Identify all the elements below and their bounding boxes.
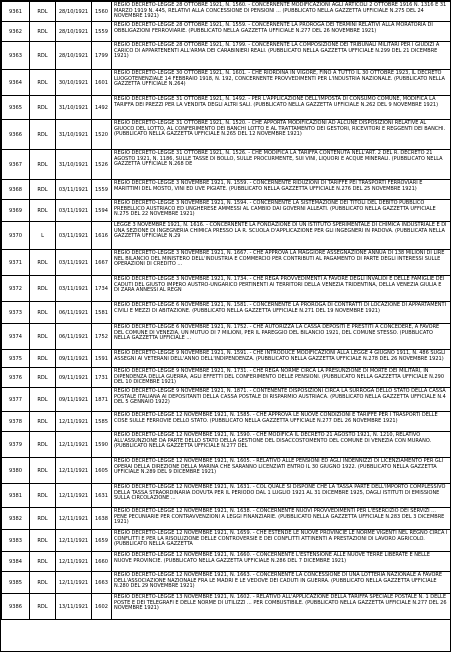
act-date: 06/11/1921 [56, 302, 92, 324]
row-number: 9374 [2, 324, 30, 350]
act-code: 1526 [92, 150, 112, 180]
act-type: RDL [30, 572, 56, 594]
act-description: REGIO DECRETO-LEGGE 9 NOVEMBRE 1921, N. 1591. - CHE INTRODUCE MODIFICAZIONI ALLA LEGGE 4 GIUGNO 1911, N. 486 SUGLI ASSEGNI AI VETERANI DELL'ANNO DELL'INDIPENDENZA. (PUBBLICATO NELLA GAZZETTA UFFICIALE N.278 DEL 26 NOVEMBRE 1921) [112, 350, 451, 368]
act-code: 1590 [92, 432, 112, 458]
table-row [2, 458, 451, 484]
table-row [2, 2, 451, 22]
table-row [2, 432, 451, 458]
table-row [2, 70, 451, 96]
act-type: RDL [30, 552, 56, 572]
act-code: 1492 [92, 96, 112, 120]
act-code: 1602 [92, 594, 112, 620]
act-code: 1605 [92, 458, 112, 484]
act-type: RDL [30, 302, 56, 324]
table-row [2, 302, 451, 324]
act-date: 03/11/1921 [56, 250, 92, 276]
act-description: REGIO DECRETO-LEGGE 28 OTTOBRE 1921, N. 1799. - CONCERNENTE LA COMPOSIZIONE DEI TRIBUNALI MILITARI PER I GIUDIZI A CARICO DI APPARTENENTI ALL'ARMA DEI CARABINIERI REALI. (PUBBLICATO NELLA GAZZETTA UFFICIALE N.299 DEL 21 DICEMBRE 1921) [112, 42, 451, 70]
act-code: 1871 [92, 388, 112, 412]
table-row [2, 22, 451, 42]
act-code: 1581 [92, 302, 112, 324]
act-code: 1594 [92, 200, 112, 222]
act-type: RDL [30, 150, 56, 180]
act-date: 12/11/1921 [56, 508, 92, 530]
act-type: RDL [30, 484, 56, 508]
act-code: 1559 [92, 22, 112, 42]
act-date: 28/10/1921 [56, 2, 92, 22]
row-number: 9379 [2, 432, 30, 458]
row-number: 9377 [2, 388, 30, 412]
act-type: RDL [30, 594, 56, 620]
act-type: RDL [30, 388, 56, 412]
row-number: 9375 [2, 350, 30, 368]
act-code: 1667 [92, 250, 112, 276]
decree-table-body [2, 2, 451, 620]
act-type: RDL [30, 324, 56, 350]
row-number: 9361 [2, 2, 30, 22]
act-type: L [30, 222, 56, 250]
row-number: 9372 [2, 276, 30, 302]
act-description: REGIO DECRETO-LEGGE 28 OTTOBRE 1921, N. 1560. - CONCERNENTE MODIFICAZIONI AGLI ARTICOLI 2 OTTOBRE 1916 N. 1316 E 31 MARZO 1919 N. 445, RELATIVI ALLA CONCESSIONE DI PENSIONI ... (PUBBLICATO NELLA GAZZETTA UFFICIALE N.275 DEL 24 NOVEMBRE 1921) [112, 2, 451, 22]
table-row [2, 594, 451, 620]
table-row [2, 276, 451, 302]
act-code: 1616 [92, 222, 112, 250]
row-number: 9365 [2, 96, 30, 120]
row-number: 9373 [2, 302, 30, 324]
act-date: 12/11/1921 [56, 484, 92, 508]
act-date: 06/11/1921 [56, 324, 92, 350]
act-code: 1752 [92, 324, 112, 350]
row-number: 9383 [2, 530, 30, 552]
act-date: 12/11/1921 [56, 458, 92, 484]
act-code: 1659 [92, 530, 112, 552]
act-code: 1520 [92, 120, 112, 150]
act-description: REGIO DECRETO-LEGGE 28 OTTOBRE 1921, N. 1559. - CONCERNENTE LA PROROGA DEI TERMINI RELATIVI ALLA MORATORIA DI OBBLIGAZIONI FERROVIARIE. (PUBBLICATO NELLA GAZZETTA UFFICIALE N.277 DEL 26 NOVEMBRE 1921) [112, 22, 451, 42]
act-date: 12/11/1921 [56, 572, 92, 594]
act-code: 1660 [92, 552, 112, 572]
row-number: 9370 [2, 222, 30, 250]
act-description: REGIO DECRETO-LEGGE 12 NOVEMBRE 1921, N. 1659. - CHE ESTENDE LE NUOVE PROVINCIE LE NORME VIGENTI NEL REGNO CIRCA I CONFLITTI E PER LA RISOLUZIONE DELLE CONTROVERSIE E DEI CONFLITTI ATTINENTI A PRESTAZIONI DI LAVORO AGRICOLO. (PUBBLICATO NELLA GAZZETTA [112, 530, 451, 552]
act-description: REGIO DECRETO-LEGGE 31 OTTOBRE 1921, N. 1526. - CHE MODIFICA LA TARIFFA CONTENUTA NELL'ART. 2 DEL R. DECRETO 21 AGOSTO 1921, N. 1186, SULLE TASSE DI BOLLO, SULLE PROCURMENTE, SUI VINI, LIQUORI E ACQUE MINERALI. (PUBBLICATO NELLA GAZZETTA UFFICIALE N.268 DE [112, 150, 451, 180]
act-code: 1601 [92, 70, 112, 96]
table-row [2, 572, 451, 594]
act-code: 1799 [92, 42, 112, 70]
row-number: 9363 [2, 42, 30, 70]
table-row [2, 484, 451, 508]
act-code: 1663 [92, 572, 112, 594]
act-type: RDL [30, 22, 56, 42]
act-type: RDL [30, 432, 56, 458]
act-date: 12/11/1921 [56, 552, 92, 572]
table-row [2, 324, 451, 350]
act-type: RDL [30, 120, 56, 150]
table-row [2, 368, 451, 388]
act-code: 1731 [92, 368, 112, 388]
table-row [2, 388, 451, 412]
act-type: RDL [30, 458, 56, 484]
act-type: RDL [30, 530, 56, 552]
act-code: 1631 [92, 484, 112, 508]
act-date: 31/10/1921 [56, 96, 92, 120]
act-date: 30/10/1921 [56, 70, 92, 96]
act-description: REGIO DECRETO-LEGGE 12 NOVEMBRE 1921, N. 1605. - RELATIVO ALLE PENSIONI ED AGLI INDENNIZZI DI LICENZIAMENTO PER GLI OPERAI DELLA DIREZIONE DELLA MARINA CHE SARANNO LICENZIATI ENTRO IL 30 GIUGNO 1922. (PUBBLICATO NELLA GAZZETTA UFFICIALE N.289 DEL 9 DICEMBRE 1921) [112, 458, 451, 484]
table-row [2, 180, 451, 200]
act-description: REGIO DECRETO-LEGGE 6 NOVEMBRE 1921, N. 1752. - CHE AUTORIZZA LA CASSA DEPOSITI E PRESTITI A CONCEDERE, A FAVORE DEL COMUNE DI VENEZIA, UN MUTUO DI 7 MILIONI, PER IL PAREGGIO DEL BILANCIO 1921, DEL COMUNE STESSO. (PUBBLICATO NELLA GAZZETTA UFFICIALE ... [112, 324, 451, 350]
table-row [2, 508, 451, 530]
act-type: RDL [30, 70, 56, 96]
act-description: REGIO DECRETO-LEGGE 12 NOVEMBRE 1921, N. 1631. - COL QUALE SI DISPONE CHE LA TASSA PARTE DELL'IMPORTO COMPLESSIVO DELLA TASSA STRAORDINARIA DOVUTA PER IL PERIODO DAL 1 LUGLIO 1921 AL 31 DICEMBRE 1925, DAGLI ISTITUTI DI EMISSIONE SULLA CIRCOLAZIONE ... [112, 484, 451, 508]
act-type: RDL [30, 2, 56, 22]
table-row [2, 96, 451, 120]
table-row [2, 412, 451, 432]
act-date: 03/11/1921 [56, 200, 92, 222]
act-type: RDL [30, 200, 56, 222]
act-description: REGIO DECRETO-LEGGE 12 NOVEMBRE 1921, N. 1660. - CONCERNENTE L'ESTENSIONE ALLE NUOVE TERRE LIBERATE E NELLE NUOVE PROVINCIE. (PUBBLICATO NELLA GAZZETTA UFFICIALE N.286 DEL 7 DICEMBRE 1921) [112, 552, 451, 572]
act-type: RDL [30, 412, 56, 432]
table-row [2, 222, 451, 250]
row-number: 9368 [2, 180, 30, 200]
act-type: RDL [30, 368, 56, 388]
row-number: 9366 [2, 120, 30, 150]
act-description: REGIO DECRETO-LEGGE 12 NOVEMBRE 1921, N. 1663. - CONCERNENTE LA CONCESSIONE DI UNA LOTTERIA NAZIONALE A FAVORE DELL'ASSOCIAZIONE NAZIONALE FRA LE MADRI E LE VEDOVE DEI CADUTI IN GUERRA. (PUBBLICATO NELLA GAZZETTA UFFICIALE N.280 DEL 29 NOVEMBRE 1921) [112, 572, 451, 594]
act-code: 1591 [92, 350, 112, 368]
row-number: 9381 [2, 484, 30, 508]
act-date: 31/10/1921 [56, 150, 92, 180]
act-description: REGIO DECRETO-LEGGE 3 NOVEMBRE 1921, N. 1559. - CONCERNENTE RIDUZIONI DI TARIFFE PEI TRASPORTI FERROVIARI E MARITTIMI DEL MOSTO, VINI ED UVE PIGIATE. (PUBBLICATO NELLA GAZZETTA UFFICIALE N.276 DEL 25 NOVEMBRE 1921) [112, 180, 451, 200]
act-description: REGIO DECRETO-LEGGE 3 NOVEMBRE 1921, N. 1594. - CONCERNENTE LA SISTEMAZIONE DEI TITOLI DEL DEBITO PUBBLICO PREBELLICO AUSTRIACO ED UNGHERESE AMMESSI AL CAMBIO DAI GOVERNI ALLEATI. (PUBBLICATO NELLA GAZZETTA UFFICIALE N.275 DEL 22 NOVEMBRE 1921) [112, 200, 451, 222]
table-row [2, 552, 451, 572]
row-number: 9371 [2, 250, 30, 276]
act-type: RDL [30, 276, 56, 302]
act-description: LEGGE 3 NOVEMBRE 1921, N. 1616. - CONCERNENTE LA FONDAZIONE DI UN ISTITUTO SPERIMENTALE DI CHIMICA INDUSTRIALE E DI UNA SEZIONE DI INGEGNERIA CHIMICA PRESSO LA R. SCUOLA D'APPLICAZIONE PER GLI INGEGNERI IN PADOVA. (PUBBLICATA NELLA GAZZETTA UFFICIALE N.29 [112, 222, 451, 250]
act-date: 03/11/1921 [56, 180, 92, 200]
row-number: 9380 [2, 458, 30, 484]
act-date: 09/11/1921 [56, 368, 92, 388]
act-date: 09/11/1921 [56, 388, 92, 412]
act-date: 12/11/1921 [56, 530, 92, 552]
row-number: 9367 [2, 150, 30, 180]
act-description: REGIO DECRETO-LEGGE 30 OTTOBRE 1921, N. 1601. - CHE RIORDINA IN VIGORE, FINO A TUTTO IL 30 OTTOBRE 1923, IL DECRETO LUOGOTENENZIALE 14 FEBBRAIO 1918, N. 192, CONCERNENTE PROVVEDIMENTI PER L'INDUSTRIA NAZIONALE. (PUBBLICATO NELLA GAZZETTA UFFICIALE N.264) [112, 70, 451, 96]
act-description: REGIO DECRETO-LEGGE 12 NOVEMBRE 1921, N. 1585. - CHE APPROVA LE NUOVE CONDIZIONI E TARIFFE PER I TRASPORTI DELLE COSE SULLE FERROVIE DELLO STATO. (PUBBLICATO NELLA GAZZETTA UFFICIALE N.277 DEL 26 NOVEMBRE 1921) [112, 412, 451, 432]
act-code: 1638 [92, 508, 112, 530]
act-date: 03/11/1921 [56, 276, 92, 302]
row-number: 9369 [2, 200, 30, 222]
act-description: REGIO DECRETO-LEGGE 9 NOVEMBRE 1921, N. 1871. - CONTENENTE DISPOSIZIONI CIRCA LA SURROGA DELLO STATO DELLA CASSA POSTALE ITALIANA AI DEPOSITANTI DELLA CASSA POSTALE DI RISPARMIO AUSTRIACA. (PUBBLICATO NELLA GAZZETTA UFFICIALE N.4 DEL 5 GENNAIO 1922) [112, 388, 451, 412]
act-description: REGIO DECRETO-LEGGE 12 NOVEMBRE 1921, N. 1590. - CHE MODIFICA IL DECRETO 21 AGOSTO 1921, N. 1210, RELATIVO ALL'ASSUNZIONE DA PARTE DELLO STATO DELLA GESTIONE DEL DISACCOSTOMENTO DEL COMUNE DI VENEZIA CON MURANO. (PUBBLICATO NELLA GAZZETTA UFFICIALE N.277 DEL [112, 432, 451, 458]
table-row [2, 42, 451, 70]
act-date: 28/10/1921 [56, 42, 92, 70]
row-number: 9378 [2, 412, 30, 432]
act-type: RDL [30, 180, 56, 200]
table-row [2, 120, 451, 150]
act-date: 12/11/1921 [56, 432, 92, 458]
row-number: 9386 [2, 594, 30, 620]
act-code: 1734 [92, 276, 112, 302]
act-date: 13/11/1921 [56, 594, 92, 620]
row-number: 9376 [2, 368, 30, 388]
act-type: RDL [30, 508, 56, 530]
row-number: 9382 [2, 508, 30, 530]
decree-table [1, 1, 451, 620]
act-description: REGIO DECRETO-LEGGE 12 NOVEMBRE 1921, N. 1638. - CONCERNENTE NUOVI PROVVEDIMENTI PER L'ESERCIZIO DEI SERVIZI ... PENE PECUNIARIE PER CONTRAVVENZIONI A LEGGI FINANZIARIE. (PUBBLICATO NELLA GAZZETTA UFFICIALE N.283 DEL 3 DICEMBRE 1921) [112, 508, 451, 530]
act-date: 12/11/1921 [56, 412, 92, 432]
act-type: RDL [30, 42, 56, 70]
row-number: 9385 [2, 572, 30, 594]
act-date: 28/10/1921 [56, 22, 92, 42]
act-type: RDL [30, 250, 56, 276]
table-row [2, 150, 451, 180]
table-row [2, 200, 451, 222]
act-date: 31/10/1921 [56, 120, 92, 150]
act-code: 1585 [92, 412, 112, 432]
act-description: REGIO DECRETO-LEGGE 31 OTTOBRE 1921, N. 1492. - PER L'APPLICAZIONE DELL'IMPOSTA DI CONSUMO COMUNE, MODIFICA LA TARIFFA DEI PREZZI PER LA VENDITA DEGLI ALTRI SALI. (PUBBLICATO NELLA GAZZETTA UFFICIALE N.262 DEL 9 NOVEMBRE 1921) [112, 96, 451, 120]
act-description: REGIO DECRETO-LEGGE 3 NOVEMBRE 1921, N. 1734. - CHE REGA PROVVEDIMENTI A FAVORE DEGLI INVALIDI E DELLE FAMIGLIE DEI CADUTI DEL GIUSTO IMPERO AUSTRO-UNGARICO PERTINENTI AI TERRITORI DELLA VENEZIA TRIDENTINA, DELLA VENEZIA GIULIA E DI ZARA ANNESSI AL REGN [112, 276, 451, 302]
act-type: RDL [30, 350, 56, 368]
act-description: REGIO DECRETO-LEGGE 3 NOVEMBRE 1921, N. 1667. - CHE APPROVA LA MAGGIORE ASSEGNAZIONE ANNUA DI 138 MILIONI DI LIRE NEL BILANCIO DEL MINISTERO DELL'INDUSTRIA E COMMERCIO PER CONTRIBUTI AL PAGAMENTO DI PARTE DEGLI INTERESSI SULLE OPERAZIONI DI CREDITO ... [112, 250, 451, 276]
table-row [2, 530, 451, 552]
row-number: 9364 [2, 70, 30, 96]
act-description: REGIO DECRETO-LEGGE 6 NOVEMBRE 1921, N. 1581. - CONCERNENTE LA PROROGA DI CONTRATTI DI LOCAZIONE DI APPARTAMENTI CIVILI E MEZZI DI ABITAZIONE. (PUBBLICATO NELLA GAZZETTA UFFICIALE N.271 DEL 19 NOVEMBRE 1921) [112, 302, 451, 324]
act-date: 03/11/1921 [56, 222, 92, 250]
act-description: REGIO DECRETO-LEGGE 13 NOVEMBRE 1921, N. 1602. - RELATIVO ALL'APPLICAZIONE DELLA TARIFFA SPECIALE POSTALE N. 1 DELLE POSTE E DEI TELEGRAFI E DELLE NORME DI UTILIZZI ... PER COMBUSTIBILE. (PUBBLICATO NELLA GAZZETTA UFFICIALE N.277 DEL 26 NOVEMBRE 1921) [112, 594, 451, 620]
row-number: 9362 [2, 22, 30, 42]
act-type: RDL [30, 96, 56, 120]
act-description: REGIO DECRETO-LEGGE 9 NOVEMBRE 1921, N. 1731. - CHE REGA NORME CIRCA LA PRESUNZIONE DI MORTE DEI MILITARI, IN DIPENDENZA DELLA GUERRA, AGLI EFFETTI DEL CONFERIMENTO DELLE PENSIONI. (PUBBLICATO NELLA GAZZETTA UFFICIALE N.290 DEL 10 DICEMBRE 1921) [112, 368, 451, 388]
act-code: 1560 [92, 2, 112, 22]
table-row [2, 350, 451, 368]
row-number: 9384 [2, 552, 30, 572]
act-date: 09/11/1921 [56, 350, 92, 368]
table-row [2, 250, 451, 276]
act-description: REGIO DECRETO-LEGGE 31 OTTOBRE 1921, N. 1520. - CHE APPORTA MODIFICAZIONI AD ALCUNE DISPOSIZIONI RELATIVE AL GIUOCO DEL LOTTO, AL CONFERIMENTO DEI BANCHI LOTTO E AL TRATTAMENTO DEI GESTORI, RICEVITORI E REGGENTI DEI BANCHI. (PUBBLICATO NELLA GAZZETTA UFFICIALE N.265 DEL 12 NOVEMBRE 1921) [112, 120, 451, 150]
act-code: 1559 [92, 180, 112, 200]
